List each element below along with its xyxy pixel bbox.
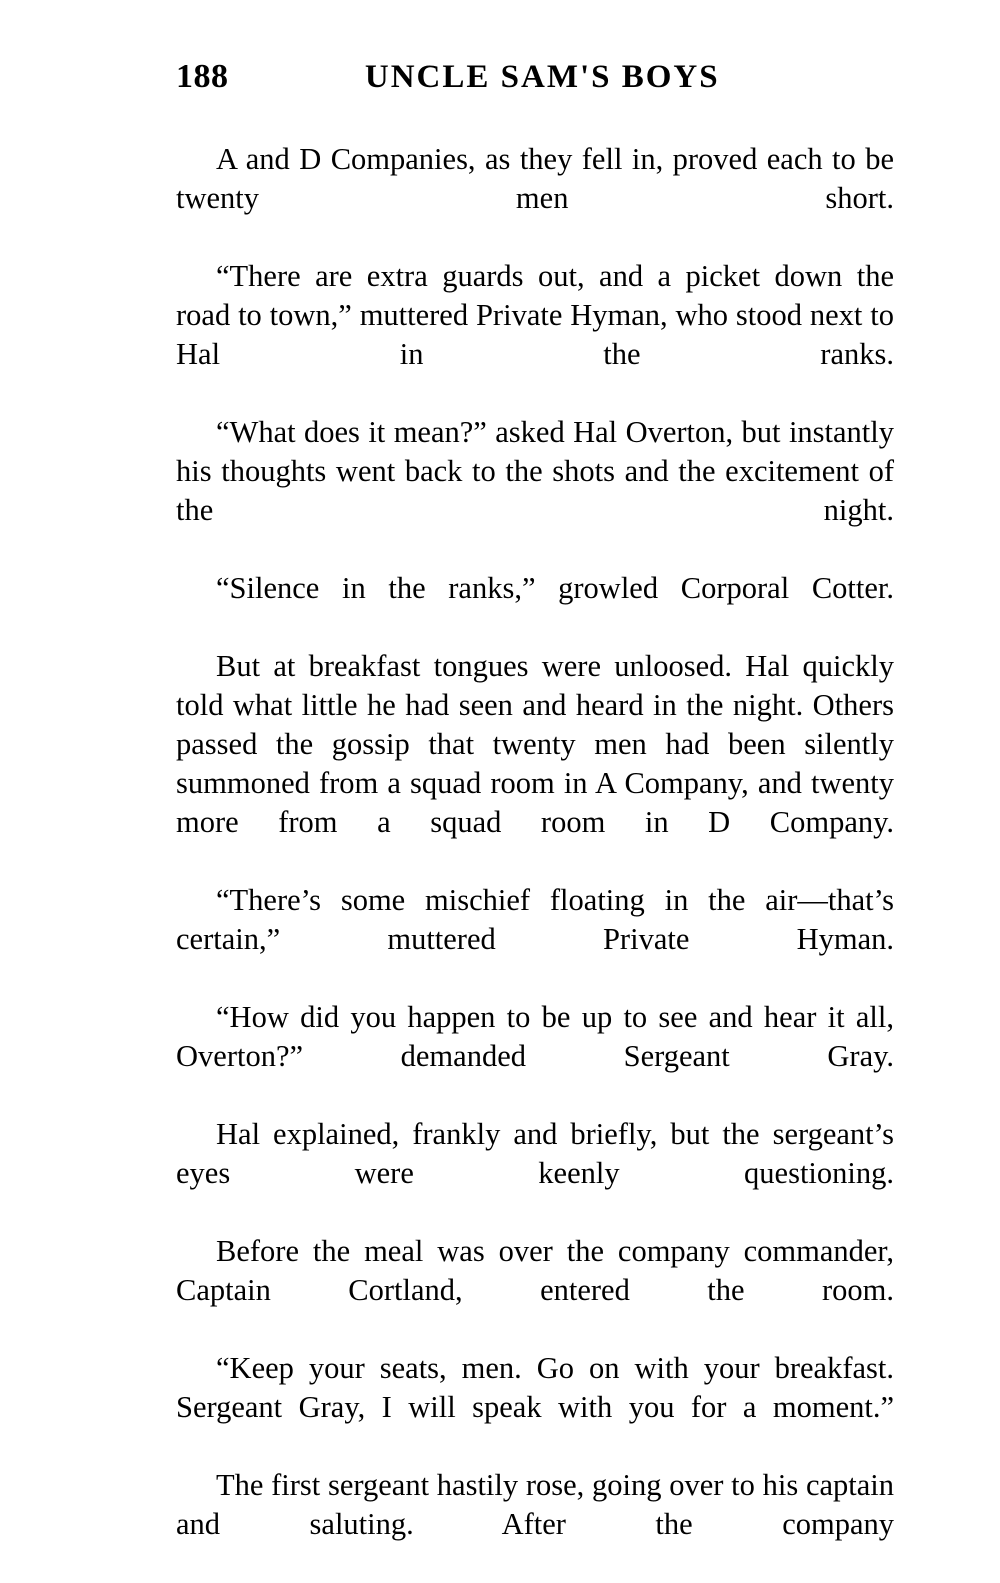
page-body-text (176, 140, 894, 1583)
paragraph: A and D Companies, as they fell in, proved each to be twenty men short. (176, 142, 894, 215)
paragraph: But at breakfast tongues were unloosed. Hal quickly told what little he had seen and heard in the night. Others passed the gossip that twenty men had been silently summoned from a squad room in A Company, and twenty more from a squad room in D Company. (176, 649, 894, 839)
paragraph: “What does it mean?” asked Hal Overton, but instantly his thoughts went back to the shots and the excitement of the night. (176, 415, 894, 527)
paragraph: “Keep your seats, men. Go on with your breakfast. Sergeant Gray, I will speak with you for a moment.” (176, 1351, 894, 1424)
paragraph: The first sergeant hastily rose, going over to his captain and saluting. After the company (176, 1468, 894, 1541)
page-number: 188 (176, 58, 229, 95)
paragraph: “There are extra guards out, and a picket down the road to town,” muttered Private Hyman, who stood next to Hal in the ranks. (176, 259, 894, 371)
paragraph: Before the meal was over the company commander, Captain Cortland, entered the room. (176, 1234, 894, 1307)
running-head-title: UNCLE SAM'S BOYS (364, 59, 720, 95)
paragraph: “Silence in the ranks,” growled Corporal Cotter. (216, 571, 894, 605)
page-header (176, 60, 836, 108)
paragraph: Hal explained, frankly and briefly, but the sergeant’s eyes were keenly questioning. (176, 1117, 894, 1190)
paragraph: “How did you happen to be up to see and hear it all, Overton?” demanded Sergeant Gray. (176, 1000, 894, 1073)
paragraph: “There’s some mischief floating in the air—that’s certain,” muttered Private Hyman. (176, 883, 894, 956)
